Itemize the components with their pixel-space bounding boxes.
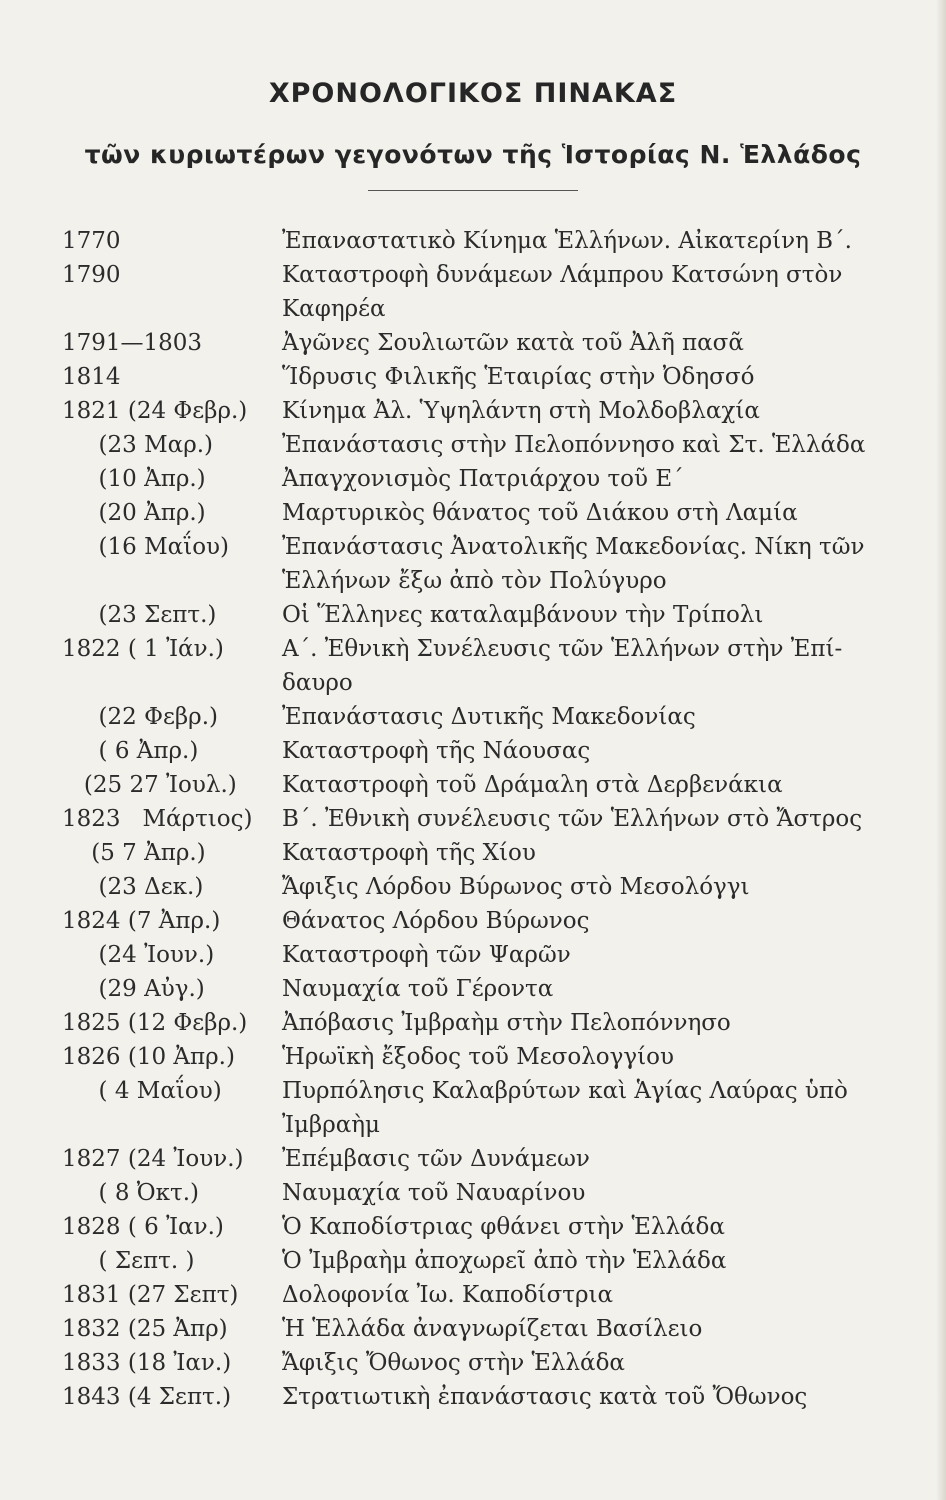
entry-date: (24 Ἰουν.)	[62, 942, 215, 968]
page-title: ΧΡΟΝΟΛΟΓΙΚΟΣ ΠΙΝΑΚΑΣ	[268, 78, 678, 109]
table-row	[0, 904, 946, 938]
entry-date: 1822 ( 1 Ἰάν.)	[62, 636, 224, 662]
entry-date: ( 6 Ἀπρ.)	[62, 738, 199, 764]
table-row	[0, 802, 946, 836]
table-row-continuation	[0, 292, 946, 326]
entry-date: (29 Αὐγ.)	[62, 976, 205, 1002]
entry-date: 1821 (24 Φεβρ.)	[62, 398, 248, 424]
entry-date: (5 7 Ἀπρ.)	[62, 840, 206, 866]
entry-event-continuation: Ἰμβραὴμ	[282, 1112, 381, 1138]
entry-event: Α΄. Ἐθνικὴ Συνέλευσις τῶν Ἑλλήνων στὴν Ἐπί-	[282, 636, 843, 662]
chronology-table	[0, 224, 946, 1414]
entry-date: 1833 (18 Ἰαν.)	[62, 1350, 232, 1376]
table-row	[0, 768, 946, 802]
entry-date: 1827 (24 Ἰουν.)	[62, 1146, 244, 1172]
table-row	[0, 1040, 946, 1074]
table-row	[0, 224, 946, 258]
table-row-continuation	[0, 666, 946, 700]
entry-date: ( Σεπτ. )	[62, 1248, 195, 1274]
entry-date: 1790	[62, 262, 121, 288]
entry-date: 1828 ( 6 Ἰαν.)	[62, 1214, 224, 1240]
table-row	[0, 258, 946, 292]
table-row-continuation	[0, 1108, 946, 1142]
entry-date: ( 8 Ὀκτ.)	[62, 1180, 200, 1206]
page-subtitle: τῶν κυριωτέρων γεγονότων τῆς Ἱστορίας Ν. Ἑλλάδος	[84, 140, 862, 169]
entry-event: Ἵδρυσις Φιλικῆς Ἑταιρίας στὴν Ὀδησσό	[282, 364, 755, 390]
entry-date: 1831 (27 Σεπτ)	[62, 1282, 239, 1308]
entry-date: (23 Δεκ.)	[62, 874, 204, 900]
entry-date: (25 27 Ἰουλ.)	[62, 772, 237, 798]
entry-event: Ἀγῶνες Σουλιωτῶν κατὰ τοῦ Ἀλῆ πασᾶ	[282, 330, 744, 356]
entry-date: 1832 (25 Ἀπρ)	[62, 1316, 228, 1342]
table-row	[0, 870, 946, 904]
title-divider	[368, 190, 578, 191]
entry-event-continuation: Καφηρέα	[282, 296, 386, 322]
table-row	[0, 734, 946, 768]
table-row	[0, 972, 946, 1006]
entry-event: Ἐπανάστασις στὴν Πελοπόννησο καὶ Στ. Ἑλλάδα	[282, 432, 866, 458]
entry-date: (22 Φεβρ.)	[62, 704, 218, 730]
entry-date: (23 Μαρ.)	[62, 432, 213, 458]
table-row	[0, 938, 946, 972]
entry-event-continuation: δαυρο	[282, 670, 353, 696]
table-row	[0, 632, 946, 666]
table-row	[0, 496, 946, 530]
table-row	[0, 1074, 946, 1108]
entry-date: 1843 (4 Σεπτ.)	[62, 1384, 232, 1410]
table-row	[0, 462, 946, 496]
table-row	[0, 1210, 946, 1244]
entry-event: Ἀπόβασις Ἰμβραὴμ στὴν Πελοπόννησο	[282, 1010, 731, 1036]
entry-event: Καταστροφὴ δυνάμεων Λάμπρου Κατσώνη στὸν	[282, 262, 843, 288]
entry-date: (16 Μαΐου)	[62, 534, 230, 560]
table-row	[0, 326, 946, 360]
entry-event: Ἡρωϊκὴ ἔξοδος τοῦ Μεσολογγίου	[282, 1044, 674, 1070]
table-row	[0, 836, 946, 870]
entry-event: Καταστροφὴ τοῦ Δράμαλη στὰ Δερβενάκια	[282, 772, 783, 798]
entry-event: Καταστροφὴ τῆς Χίου	[282, 840, 536, 866]
entry-date: 1770	[62, 228, 121, 254]
entry-event: Στρατιωτικὴ ἐπανάστασις κατὰ τοῦ Ὄθωνος	[282, 1384, 808, 1410]
table-row	[0, 700, 946, 734]
entry-event: Κίνημα Ἀλ. Ὑψηλάντη στὴ Μολδοβλαχία	[282, 398, 760, 424]
entry-event: Ἡ Ἑλλάδα ἀναγνωρίζεται Βασίλειο	[282, 1316, 703, 1342]
entry-event: Θάνατος Λόρδου Βύρωνος	[282, 908, 590, 934]
page-edge	[936, 0, 946, 1500]
entry-date: 1791—1803	[62, 330, 203, 356]
table-row	[0, 394, 946, 428]
entry-event: Ὁ Καποδίστριας φθάνει στὴν Ἑλλάδα	[282, 1214, 725, 1240]
entry-date: (23 Σεπτ.)	[62, 602, 217, 628]
table-row	[0, 1312, 946, 1346]
entry-date: 1825 (12 Φεβρ.)	[62, 1010, 248, 1036]
entry-event: Ἐπαναστατικὸ Κίνημα Ἑλλήνων. Αἰκατερίνη Β΄.	[282, 228, 852, 254]
table-row	[0, 1346, 946, 1380]
entry-event-continuation: Ἑλλήνων ἔξω ἀπὸ τὸν Πολύγυρο	[282, 568, 667, 594]
table-row	[0, 1244, 946, 1278]
entry-event: Μαρτυρικὸς θάνατος τοῦ Διάκου στὴ Λαμία	[282, 500, 798, 526]
table-row	[0, 1380, 946, 1414]
table-row	[0, 360, 946, 394]
table-row-continuation	[0, 564, 946, 598]
entry-event: Ἄφιξις Ὄθωνος στὴν Ἑλλάδα	[282, 1350, 625, 1376]
table-row	[0, 428, 946, 462]
table-row	[0, 1006, 946, 1040]
entry-event: Δολοφονία Ἰω. Καποδίστρια	[282, 1282, 614, 1308]
entry-date: 1826 (10 Ἀπρ.)	[62, 1044, 235, 1070]
table-row	[0, 1176, 946, 1210]
entry-event: Οἱ Ἕλληνες καταλαμβάνουν τὴν Τρίπολι	[282, 602, 764, 628]
entry-date: (10 Ἀπρ.)	[62, 466, 206, 492]
entry-date: ( 4 Μαΐου)	[62, 1078, 222, 1104]
entry-event: Ἐπέμβασις τῶν Δυνάμεων	[282, 1146, 590, 1172]
entry-event: Ναυμαχία τοῦ Γέροντα	[282, 976, 554, 1002]
table-row	[0, 530, 946, 564]
entry-event: Ἄφιξις Λόρδου Βύρωνος στὸ Μεσολόγγι	[282, 874, 750, 900]
entry-event: Ναυμαχία τοῦ Ναυαρίνου	[282, 1180, 586, 1206]
entry-date: (20 Ἀπρ.)	[62, 500, 206, 526]
entry-date: 1814	[62, 364, 121, 390]
table-row	[0, 1278, 946, 1312]
entry-event: Ἐπανάστασις Ἀνατολικῆς Μακεδονίας. Νίκη τῶν	[282, 534, 865, 560]
entry-event: Ἀπαγχονισμὸς Πατριάρχου τοῦ Ε΄	[282, 466, 684, 492]
table-row	[0, 598, 946, 632]
entry-event: Πυρπόλησις Καλαβρύτων καὶ Ἁγίας Λαύρας ὑπὸ	[282, 1078, 848, 1104]
entry-event: Β΄. Ἐθνικὴ συνέλευσις τῶν Ἑλλήνων στὸ Ἄστρος	[282, 806, 863, 832]
entry-date: 1823 Μάρτιος)	[62, 806, 253, 832]
entry-event: Ὁ Ἰμβραὴμ ἀποχωρεῖ ἀπὸ τὴν Ἑλλάδα	[282, 1248, 727, 1274]
table-row	[0, 1142, 946, 1176]
entry-date: 1824 (7 Ἀπρ.)	[62, 908, 221, 934]
entry-event: Ἐπανάστασις Δυτικῆς Μακεδονίας	[282, 704, 696, 730]
entry-event: Καταστροφὴ τῆς Νάουσας	[282, 738, 591, 764]
entry-event: Καταστροφὴ τῶν Ψαρῶν	[282, 942, 571, 968]
